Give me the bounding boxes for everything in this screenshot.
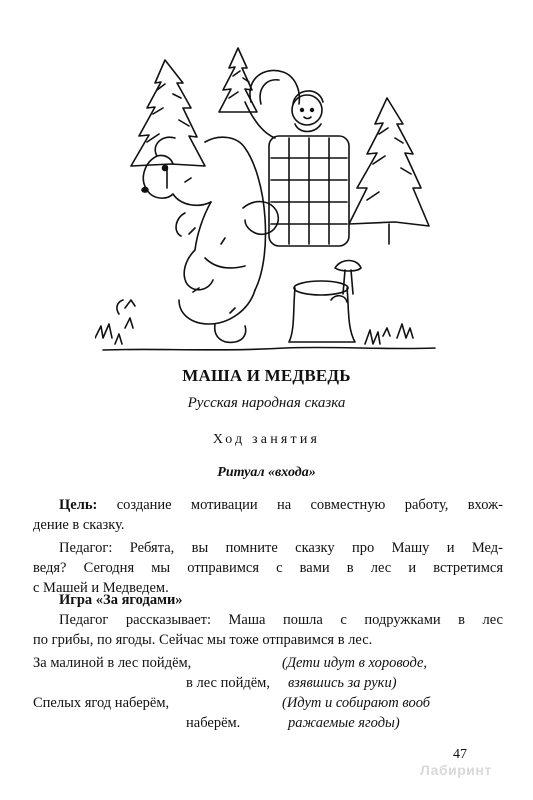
stage-direction-4: ражаемые ягоды) <box>288 715 400 731</box>
goal-paragraph <box>33 495 503 535</box>
goal-text-line1: создание мотивации на совместную работу, вхож- <box>116 497 503 513</box>
goal-label: Цель: <box>59 497 98 513</box>
stump-with-mushrooms <box>289 261 361 343</box>
game-line1: Педагог рассказывает: Маша пошла с подружками в лес <box>59 612 503 628</box>
verse-line-2: в лес пойдём, <box>186 675 270 691</box>
fir-tree-right <box>349 98 429 244</box>
story-title: МАША И МЕДВЕДЬ <box>182 366 351 385</box>
goal-text-line2: дение в сказку. <box>33 517 125 533</box>
verse-line-3: Спелых ягод наберём, <box>33 695 170 711</box>
verse-line-1: За малиной в лес пойдём, <box>33 655 192 671</box>
teacher-intro-line1: Педагог: Ребята, вы помните сказку про Машу и Мед- <box>59 540 503 556</box>
stage-direction-2: взявшись за руки) <box>288 675 397 691</box>
watermark: Лабиринт <box>420 762 492 778</box>
teacher-intro-paragraph <box>33 538 503 598</box>
stage-direction-1: (Дети идут в хороводе, <box>282 655 428 671</box>
game-line2: по грибы, по ягоды. Сейчас мы тоже отправимся в лес. <box>33 632 373 648</box>
grass <box>95 300 435 350</box>
bear-figure <box>142 137 278 342</box>
masha-and-bear-illustration <box>95 38 440 356</box>
page-number: 47 <box>453 747 467 762</box>
game-heading: Игра «За ягодами» <box>59 592 183 608</box>
ritual-heading: Ритуал «входа» <box>217 465 316 480</box>
story-subtitle: Русская народная сказка <box>187 395 346 411</box>
section-heading: Ход занятия <box>212 432 321 447</box>
game-paragraph <box>33 590 503 650</box>
teacher-intro-line3: с Машей и Медведем. <box>33 580 169 596</box>
basket-with-masha <box>245 70 349 246</box>
stage-direction-3: (Идут и собирают вооб <box>282 695 431 711</box>
verse-line-4: наберём. <box>186 715 241 731</box>
teacher-intro-line2: ведя? Сегодня мы отправимся с вами в лес и встретимся <box>33 560 503 576</box>
